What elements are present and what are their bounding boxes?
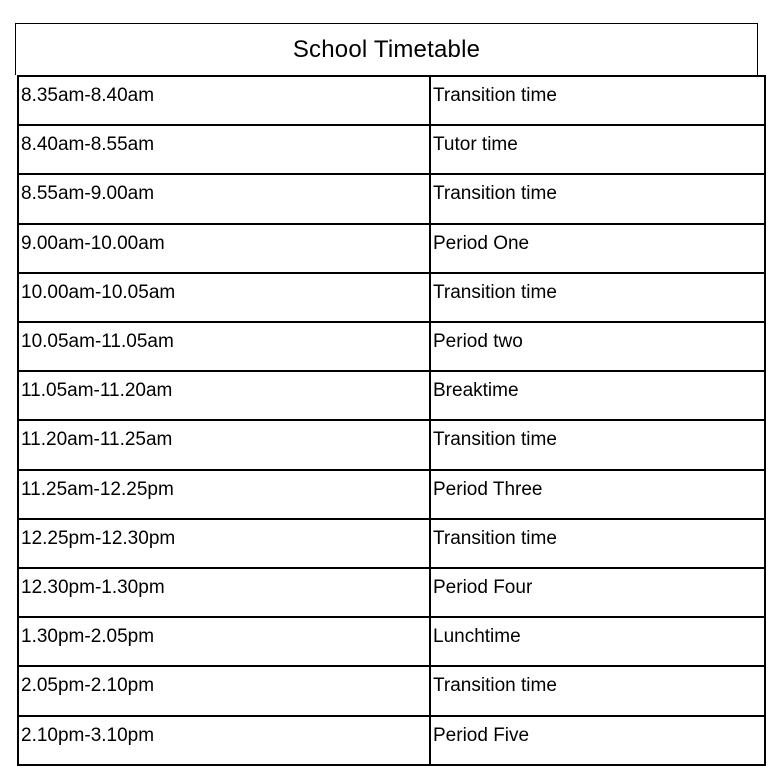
- activity-cell: [430, 174, 765, 223]
- activity-text: Period Four: [433, 577, 533, 599]
- activity-text: Tutor time: [433, 134, 518, 156]
- time-text: 11.25am-12.25pm: [21, 478, 174, 500]
- time-cell: [18, 322, 430, 371]
- table-row: [18, 174, 765, 223]
- activity-cell: [430, 322, 765, 371]
- table-row: [18, 273, 765, 322]
- time-text: 10.00am-10.05am: [21, 281, 176, 303]
- activity-text: Period Three: [433, 478, 543, 500]
- table-row: [18, 666, 765, 715]
- table-row: [18, 519, 765, 568]
- time-cell: [18, 716, 430, 765]
- time-text: 10.05am-11.05am: [21, 331, 174, 353]
- activity-text: Period Five: [433, 724, 530, 746]
- time-cell: [18, 224, 430, 273]
- time-cell: [18, 666, 430, 715]
- time-cell: [18, 617, 430, 666]
- time-text: 12.30pm-1.30pm: [21, 577, 165, 599]
- activity-cell: [430, 76, 765, 125]
- time-text: 2.10pm-3.10pm: [21, 724, 155, 746]
- timetable-title-box: [15, 23, 758, 75]
- activity-text: Period two: [433, 331, 523, 353]
- activity-text: Period One: [433, 232, 530, 254]
- timetable: [17, 75, 766, 766]
- table-row: [18, 617, 765, 666]
- activity-cell: [430, 273, 765, 322]
- time-text: 1.30pm-2.05pm: [21, 626, 155, 648]
- activity-cell: [430, 470, 765, 519]
- time-text: 9.00am-10.00am: [21, 232, 165, 254]
- time-cell: [18, 470, 430, 519]
- table-row: [18, 568, 765, 617]
- table-row: [18, 322, 765, 371]
- timetable-title: School Timetable: [292, 35, 481, 63]
- activity-text: Transition time: [433, 527, 557, 549]
- time-cell: [18, 371, 430, 420]
- time-cell: [18, 125, 430, 174]
- activity-cell: [430, 420, 765, 469]
- activity-cell: [430, 666, 765, 715]
- activity-cell: [430, 125, 765, 174]
- activity-text: Lunchtime: [433, 626, 521, 648]
- time-cell: [18, 76, 430, 125]
- time-cell: [18, 273, 430, 322]
- activity-text: Transition time: [433, 429, 557, 451]
- time-text: 11.05am-11.20am: [21, 380, 173, 402]
- activity-cell: [430, 371, 765, 420]
- activity-text: Transition time: [433, 85, 557, 106]
- time-cell: [18, 568, 430, 617]
- table-row: [18, 371, 765, 420]
- time-text: 2.05pm-2.10pm: [21, 675, 155, 697]
- table-row: [18, 76, 765, 125]
- time-text: 11.20am-11.25am: [21, 429, 173, 451]
- time-cell: [18, 174, 430, 223]
- activity-text: Transition time: [433, 281, 557, 303]
- activity-cell: [430, 716, 765, 765]
- time-cell: [18, 420, 430, 469]
- table-row: [18, 716, 765, 765]
- table-row: [18, 125, 765, 174]
- activity-cell: [430, 224, 765, 273]
- time-cell: [18, 519, 430, 568]
- table-row: [18, 470, 765, 519]
- activity-cell: [430, 519, 765, 568]
- activity-text: Breaktime: [433, 380, 519, 402]
- time-text: 8.40am-8.55am: [21, 134, 155, 156]
- activity-text: Transition time: [433, 183, 557, 205]
- timetable-body: [18, 76, 765, 765]
- activity-cell: [430, 617, 765, 666]
- table-row: [18, 224, 765, 273]
- time-text: 8.35am-8.40am: [21, 85, 155, 106]
- activity-text: Transition time: [433, 675, 557, 697]
- time-text: 8.55am-9.00am: [21, 183, 155, 205]
- time-text: 12.25pm-12.30pm: [21, 527, 176, 549]
- activity-cell: [430, 568, 765, 617]
- table-row: [18, 420, 765, 469]
